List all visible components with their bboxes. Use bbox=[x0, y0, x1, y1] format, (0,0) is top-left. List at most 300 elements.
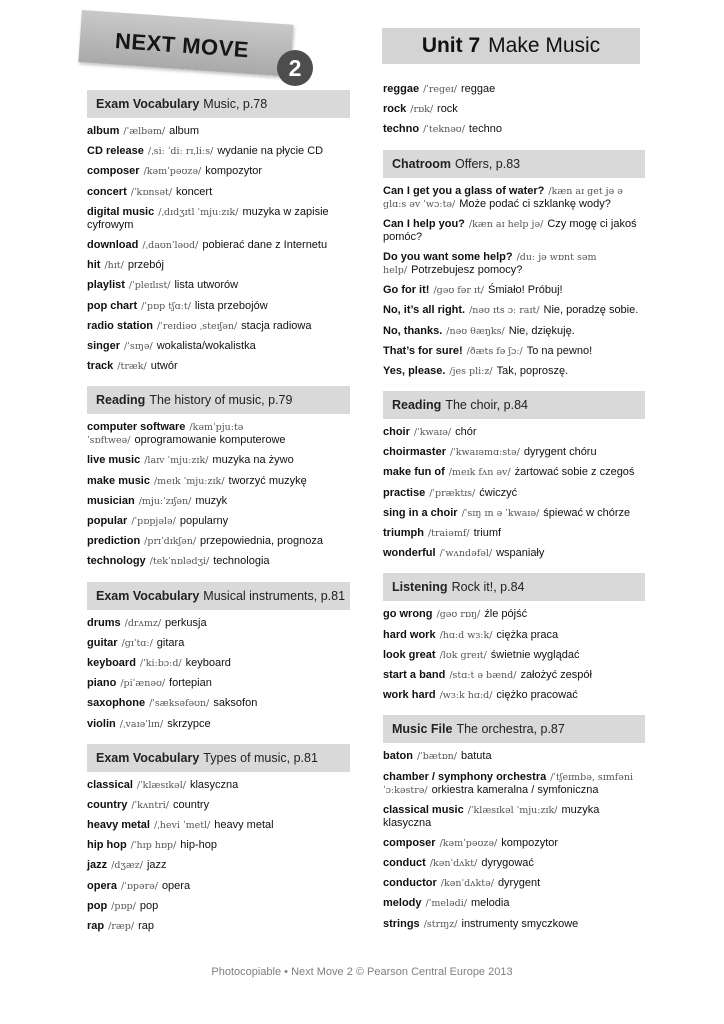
section-header-bold: Listening bbox=[392, 580, 448, 595]
vocab-word: Yes, please. bbox=[383, 364, 446, 377]
vocab-entry bbox=[383, 284, 645, 297]
vocab-word: CD release bbox=[87, 145, 144, 158]
vocab-word: musician bbox=[87, 494, 135, 507]
vocab-word: opera bbox=[87, 879, 117, 892]
vocab-translation: tworzyć muzykę bbox=[228, 474, 307, 487]
vocab-entry bbox=[383, 466, 645, 479]
vocab-entry bbox=[383, 771, 645, 797]
vocab-pronunciation: /ˈsæksəfəʊn/ bbox=[149, 698, 210, 710]
vocab-word: conductor bbox=[383, 877, 437, 890]
vocab-pronunciation: /meɪk fʌn əv/ bbox=[448, 467, 511, 479]
vocab-entry bbox=[383, 629, 645, 642]
vocab-word: violin bbox=[87, 717, 116, 730]
vocab-word: concert bbox=[87, 185, 127, 198]
vocab-pronunciation: /ˈmelədi/ bbox=[425, 898, 467, 910]
vocab-translation: stacja radiowa bbox=[241, 319, 312, 332]
vocab-entry bbox=[87, 165, 350, 178]
vocab-entry bbox=[383, 877, 645, 890]
vocab-translation: muzyk bbox=[195, 494, 228, 507]
section-header bbox=[87, 90, 350, 118]
vocab-pronunciation: /kənˈdʌkt/ bbox=[429, 858, 478, 870]
vocab-translation: keyboard bbox=[185, 656, 231, 669]
logo-text: NEXT MOVE bbox=[114, 28, 250, 63]
vocab-translation: melodia bbox=[470, 897, 510, 910]
vocab-translation: lista przebojów bbox=[194, 299, 268, 312]
vocab-pronunciation: /rɒk/ bbox=[410, 104, 434, 116]
entry-list bbox=[87, 772, 350, 947]
vocab-word: baton bbox=[383, 750, 413, 763]
vocab-pronunciation: /ˌdaʊnˈləʊd/ bbox=[142, 239, 199, 251]
section-header-title: Musical instruments, p.81 bbox=[203, 588, 346, 603]
vocab-pronunciation: /ˈɒpərə/ bbox=[120, 880, 158, 892]
vocab-entry bbox=[383, 103, 645, 116]
vocab-translation: pop bbox=[139, 899, 159, 912]
vocab-word: choir bbox=[383, 426, 410, 439]
vocab-entry bbox=[87, 920, 350, 933]
vocab-word: hard work bbox=[383, 628, 436, 641]
vocab-pronunciation: /kæn aɪ get jə ə glɑːs əv ˈwɔːtə/ bbox=[383, 185, 623, 210]
vocab-translation: kompozytor bbox=[205, 165, 263, 178]
vocab-word: playlist bbox=[87, 279, 125, 292]
vocab-translation: dyrygent chóru bbox=[523, 446, 597, 459]
vocab-entry bbox=[87, 206, 350, 232]
vocab-pronunciation: /pɒp/ bbox=[111, 900, 136, 912]
vocab-pronunciation: /tekˈnɒlədʒi/ bbox=[149, 556, 210, 568]
vocab-word: jazz bbox=[87, 859, 108, 872]
vocab-translation: dyrygować bbox=[481, 857, 534, 870]
vocab-word: download bbox=[87, 238, 139, 251]
vocab-pronunciation: /meɪk ˈmjuːzɪk/ bbox=[153, 475, 225, 487]
vocab-word: country bbox=[87, 798, 128, 811]
vocab-pronunciation: /nəʊ θæŋks/ bbox=[446, 325, 505, 337]
vocab-word: keyboard bbox=[87, 656, 136, 669]
vocab-word: track bbox=[87, 360, 114, 373]
section-header-title: The choir, p.84 bbox=[445, 398, 529, 413]
right-column bbox=[383, 80, 645, 944]
vocab-translation: batuta bbox=[461, 750, 492, 763]
vocab-translation: album bbox=[169, 125, 200, 137]
vocab-translation: skrzypce bbox=[167, 717, 211, 730]
vocab-word: No, thanks. bbox=[383, 324, 443, 337]
vocab-entry bbox=[87, 697, 350, 710]
vocab-entry bbox=[383, 750, 645, 763]
vocab-translation: pobierać dane z Internetu bbox=[202, 238, 328, 251]
vocab-entry bbox=[87, 839, 350, 852]
vocab-word: Do you want some help? bbox=[383, 250, 513, 263]
vocab-word: classical bbox=[87, 778, 133, 791]
vocab-entry bbox=[87, 259, 350, 272]
vocab-entry bbox=[87, 300, 350, 313]
vocab-translation: świetnie wyglądać bbox=[490, 648, 580, 661]
vocab-translation: klasyczna bbox=[189, 778, 239, 791]
vocab-translation: oprogramowanie komputerowe bbox=[134, 434, 286, 447]
unit-number: Unit 7 bbox=[421, 34, 481, 57]
vocab-translation: śpiewać w chórze bbox=[543, 506, 631, 519]
vocab-translation: triumf bbox=[473, 527, 502, 539]
vocab-translation: opera bbox=[161, 879, 191, 892]
section-header-bold: Exam Vocabulary bbox=[96, 750, 200, 765]
vocab-translation: saksofon bbox=[213, 697, 258, 710]
vocab-pronunciation: /ˈsɪŋə/ bbox=[124, 340, 153, 352]
vocab-entry bbox=[87, 637, 350, 650]
vocab-pronunciation: /ˈælbəm/ bbox=[123, 126, 166, 137]
vocab-word: pop bbox=[87, 899, 108, 912]
section-header bbox=[87, 744, 350, 772]
vocab-translation: Może podać ci szklankę wody? bbox=[459, 197, 611, 210]
vocab-entry bbox=[87, 799, 350, 812]
vocab-entry bbox=[383, 426, 645, 439]
vocab-entry bbox=[87, 320, 350, 333]
entry-list bbox=[383, 743, 645, 944]
vocab-section bbox=[87, 744, 350, 947]
left-column bbox=[87, 90, 350, 946]
vocab-translation: To na pewno! bbox=[526, 344, 593, 357]
vocab-pronunciation: /ˈwʌndəfəl/ bbox=[439, 548, 493, 560]
vocab-pronunciation: /ˈkiːbɔːd/ bbox=[139, 657, 182, 669]
vocab-translation: żartować sobie z czegoś bbox=[514, 466, 635, 479]
vocab-word: chamber / symphony orchestra bbox=[383, 770, 547, 783]
vocab-pronunciation: /ˌdɪdʒɪtl ˈmjuːzɪk/ bbox=[158, 206, 239, 218]
vocab-translation: muzyka w zapisie cyfrowym bbox=[87, 205, 329, 231]
section-header-bold: Reading bbox=[96, 393, 146, 408]
section-header bbox=[383, 391, 645, 419]
vocab-entry bbox=[87, 555, 350, 568]
vocab-translation: Nie, dziękuję. bbox=[508, 324, 575, 337]
vocab-translation: Potrzebujesz pomocy? bbox=[411, 263, 523, 276]
vocab-entry bbox=[383, 345, 645, 358]
vocab-pronunciation: /ˈtʃeɪmbə, sɪmfəni ˈɔːkəstrə/ bbox=[383, 771, 634, 796]
vocab-entry bbox=[87, 239, 350, 252]
vocab-word: drums bbox=[87, 616, 121, 629]
vocab-pronunciation: /ˈkwaɪə/ bbox=[413, 427, 452, 439]
vocab-entry bbox=[383, 918, 645, 931]
vocab-entry bbox=[87, 677, 350, 690]
vocab-pronunciation: /ˈteknəʊ/ bbox=[423, 124, 465, 136]
vocab-translation: wydanie na płycie CD bbox=[217, 145, 324, 158]
vocab-translation: ciężka praca bbox=[496, 628, 559, 641]
vocab-pronunciation: /strɪŋz/ bbox=[423, 918, 458, 930]
vocab-entry bbox=[383, 857, 645, 870]
vocab-pronunciation: /kəmˈpəʊzə/ bbox=[143, 166, 202, 178]
vocab-entry bbox=[383, 487, 645, 500]
vocab-pronunciation: /ˈpɒpjələ/ bbox=[131, 516, 176, 527]
section-header bbox=[383, 150, 645, 178]
vocab-translation: hip-hop bbox=[180, 839, 217, 852]
vocab-translation: dyrygent bbox=[497, 877, 541, 890]
vocab-pronunciation: /ˈklæsɪkəl/ bbox=[136, 779, 186, 791]
vocab-word: practise bbox=[383, 486, 426, 499]
vocab-word: sing in a choir bbox=[383, 506, 458, 519]
vocab-entry bbox=[383, 123, 645, 136]
vocab-pronunciation: /ræp/ bbox=[108, 921, 135, 932]
vocab-pronunciation: /drʌmz/ bbox=[124, 617, 162, 629]
vocab-entry bbox=[87, 360, 350, 373]
vocab-word: radio station bbox=[87, 319, 154, 332]
vocab-pronunciation: /ˈhɪp hɒp/ bbox=[130, 840, 177, 852]
vocab-translation: źle pójść bbox=[484, 608, 528, 621]
section-header-title: Rock it!, p.84 bbox=[451, 580, 525, 595]
vocab-pronunciation: /ˈkʌntri/ bbox=[131, 799, 169, 811]
vocab-pronunciation: /gəʊ fər ɪt/ bbox=[433, 285, 485, 297]
entry-list bbox=[87, 414, 350, 581]
vocab-pronunciation: /lʊk greɪt/ bbox=[439, 649, 487, 661]
vocab-section bbox=[87, 582, 350, 744]
vocab-word: make music bbox=[87, 474, 150, 487]
vocab-translation: popularny bbox=[179, 515, 229, 527]
vocab-pronunciation: /dʒæz/ bbox=[111, 860, 143, 872]
vocab-pronunciation: /ðæts fə ʃɔː/ bbox=[466, 345, 523, 357]
vocab-pronunciation: /nəʊ ɪts ɔː raɪt/ bbox=[469, 305, 540, 317]
vocab-pronunciation: /ˈkwaɪəmɑːstə/ bbox=[449, 447, 520, 459]
vocab-translation: country bbox=[173, 798, 210, 811]
vocab-word: saxophone bbox=[87, 697, 146, 710]
vocab-entry bbox=[87, 617, 350, 630]
entry-list bbox=[87, 610, 350, 744]
vocab-translation: muzyka na żywo bbox=[212, 454, 294, 467]
vocab-word: reggae bbox=[383, 83, 420, 95]
vocab-translation: przebój bbox=[127, 259, 164, 272]
vocab-entry bbox=[87, 279, 350, 292]
entry-list bbox=[383, 80, 645, 150]
vocab-word: melody bbox=[383, 897, 422, 910]
vocab-pronunciation: /ˌhevi ˈmetl/ bbox=[153, 820, 211, 832]
vocab-word: wonderful bbox=[383, 547, 436, 560]
unit-title: Make Music bbox=[488, 34, 601, 57]
vocab-word: Can I get you a glass of water? bbox=[383, 184, 545, 197]
vocab-pronunciation: /mjuːˈzɪʃən/ bbox=[138, 495, 192, 507]
vocab-pronunciation: /stɑːt ə bænd/ bbox=[449, 669, 517, 681]
section-header-title: Music, p.78 bbox=[203, 97, 268, 111]
vocab-pronunciation: /hɑːd wɜːk/ bbox=[439, 629, 493, 641]
vocab-pronunciation: /ˈsɪŋ ɪn ə ˈkwaɪə/ bbox=[461, 507, 540, 519]
vocab-entry bbox=[383, 218, 645, 244]
section-header-bold: Chatroom bbox=[392, 156, 452, 171]
vocab-entry bbox=[87, 340, 350, 353]
vocab-word: classical music bbox=[383, 803, 464, 816]
vocab-entry bbox=[383, 365, 645, 378]
vocab-entry bbox=[383, 837, 645, 850]
vocab-entry bbox=[87, 475, 350, 488]
vocab-section bbox=[87, 386, 350, 581]
entry-list bbox=[383, 601, 645, 715]
vocab-entry bbox=[87, 186, 350, 199]
vocab-pronunciation: /ˈpɒp tʃɑːt/ bbox=[141, 300, 191, 312]
vocab-word: look great bbox=[383, 648, 436, 661]
vocab-pronunciation: /ˈkɒnsət/ bbox=[130, 186, 173, 198]
vocab-entry bbox=[87, 495, 350, 508]
vocab-pronunciation: /prɪˈdɪkʃən/ bbox=[144, 536, 197, 548]
vocab-translation: ciężko pracować bbox=[496, 689, 578, 702]
vocab-entry bbox=[87, 657, 350, 670]
vocab-word: piano bbox=[87, 677, 117, 690]
vocab-translation: rap bbox=[138, 920, 154, 932]
section-header bbox=[383, 715, 645, 743]
vocab-translation: orkiestra kameralna / symfoniczna bbox=[431, 783, 599, 796]
vocab-translation: heavy metal bbox=[214, 819, 274, 832]
vocab-word: rap bbox=[87, 920, 105, 932]
section-header bbox=[87, 386, 350, 414]
vocab-translation: przepowiednia, prognoza bbox=[200, 535, 323, 548]
vocab-entry bbox=[383, 608, 645, 621]
entry-list bbox=[87, 118, 350, 386]
vocab-word: techno bbox=[383, 123, 420, 136]
vocab-entry bbox=[383, 669, 645, 682]
section-header bbox=[383, 573, 645, 601]
vocab-word: computer software bbox=[87, 421, 186, 434]
vocab-translation: fortepian bbox=[169, 677, 212, 690]
vocab-word: start a band bbox=[383, 668, 446, 681]
vocab-entry bbox=[383, 446, 645, 459]
vocab-entry bbox=[87, 880, 350, 893]
vocab-pronunciation: /laɪv ˈmjuːzɪk/ bbox=[144, 455, 209, 467]
vocab-translation: wspaniały bbox=[496, 547, 545, 560]
footer-copyright: Photocopiable • Next Move 2 © Pearson Central Europe 2013 bbox=[211, 966, 513, 978]
vocab-pronunciation: /ˈbætɒn/ bbox=[416, 751, 457, 763]
vocab-pronunciation: /kənˈdʌktə/ bbox=[440, 878, 494, 890]
vocab-translation: założyć zespół bbox=[520, 668, 592, 681]
vocab-word: guitar bbox=[87, 636, 118, 649]
vocab-translation: jazz bbox=[146, 859, 167, 872]
vocab-pronunciation: /ˈpræktɪs/ bbox=[429, 487, 476, 499]
vocab-pronunciation: /ˈreɪdiəʊ ˌsteɪʃən/ bbox=[157, 320, 238, 332]
vocab-pronunciation: /ˈpleɪlɪst/ bbox=[128, 280, 171, 292]
section-header-title: The history of music, p.79 bbox=[149, 393, 293, 408]
vocab-translation: Czy mogę ci jakoś pomóc? bbox=[383, 217, 637, 243]
vocab-translation: instrumenty smyczkowe bbox=[461, 917, 579, 930]
vocab-word: go wrong bbox=[383, 608, 433, 621]
vocab-word: hip hop bbox=[87, 839, 127, 852]
vocab-entry bbox=[383, 507, 645, 520]
entry-list bbox=[383, 419, 645, 573]
vocab-translation: techno bbox=[468, 123, 502, 136]
vocab-word: conduct bbox=[383, 857, 426, 870]
vocab-section bbox=[87, 90, 350, 386]
vocab-entry bbox=[87, 859, 350, 872]
vocab-word: prediction bbox=[87, 535, 141, 548]
vocab-entry bbox=[383, 185, 645, 211]
vocab-pronunciation: /kæn aɪ help jə/ bbox=[468, 218, 544, 230]
vocab-entry bbox=[87, 145, 350, 158]
vocab-word: triumph bbox=[383, 527, 424, 539]
vocab-pronunciation: /kəmˈpjuːtə ˈsɒftweə/ bbox=[87, 422, 244, 447]
vocab-pronunciation: /wɜːk hɑːd/ bbox=[439, 690, 493, 702]
vocab-word: hit bbox=[87, 259, 101, 272]
vocab-pronunciation: /gɪˈtɑː/ bbox=[121, 637, 153, 649]
vocab-entry bbox=[87, 125, 350, 138]
vocab-entry bbox=[87, 535, 350, 548]
vocab-translation: ćwiczyć bbox=[479, 486, 518, 499]
vocab-translation: kompozytor bbox=[501, 836, 559, 849]
vocab-entry bbox=[383, 897, 645, 910]
section-header-bold: Reading bbox=[392, 398, 442, 413]
vocab-word: singer bbox=[87, 339, 121, 352]
vocab-entry bbox=[383, 527, 645, 540]
vocab-word: popular bbox=[87, 515, 128, 527]
vocab-translation: rock bbox=[437, 103, 458, 116]
vocab-entry bbox=[87, 900, 350, 913]
vocab-pronunciation: /traiəmf/ bbox=[427, 528, 470, 539]
vocab-word: pop chart bbox=[87, 299, 138, 312]
vocab-entry bbox=[87, 454, 350, 467]
vocab-word: digital music bbox=[87, 205, 155, 218]
vocab-pronunciation: /kəmˈpəʊzə/ bbox=[439, 837, 498, 849]
vocab-word: Go for it! bbox=[383, 284, 430, 297]
unit-banner bbox=[382, 28, 640, 64]
vocab-word: composer bbox=[383, 836, 436, 849]
vocab-entry bbox=[383, 251, 645, 277]
vocab-entry bbox=[383, 83, 645, 96]
vocab-pronunciation: /ˌsiː ˈdiː rɪˌliːs/ bbox=[147, 146, 214, 158]
vocab-entry bbox=[383, 649, 645, 662]
vocab-section bbox=[383, 150, 645, 392]
vocab-section bbox=[383, 391, 645, 573]
section-header-bold: Exam Vocabulary bbox=[96, 97, 200, 111]
vocab-entry bbox=[383, 804, 645, 830]
entry-list bbox=[383, 178, 645, 392]
vocab-entry bbox=[87, 779, 350, 792]
vocab-word: rock bbox=[383, 103, 407, 116]
vocab-word: make fun of bbox=[383, 466, 445, 479]
vocab-translation: muzyka klasyczna bbox=[383, 803, 600, 829]
vocab-entry bbox=[87, 718, 350, 731]
section-header-title: Types of music, p.81 bbox=[203, 750, 318, 765]
vocab-section bbox=[383, 573, 645, 715]
vocab-translation: gitara bbox=[156, 636, 185, 649]
vocab-translation: Śmiało! Próbuj! bbox=[488, 284, 563, 297]
vocab-translation: wokalista/wokalistka bbox=[156, 339, 256, 352]
vocab-translation: utwór bbox=[150, 360, 178, 373]
vocab-word: work hard bbox=[383, 689, 436, 702]
vocab-entry bbox=[87, 421, 350, 447]
vocab-translation: technologia bbox=[213, 555, 270, 568]
vocab-pronunciation: /hɪt/ bbox=[104, 260, 124, 272]
vocab-translation: Nie, poradzę sobie. bbox=[543, 304, 639, 317]
vocab-entry bbox=[383, 547, 645, 560]
vocab-pronunciation: /ˌvaɪəˈlɪn/ bbox=[119, 718, 164, 730]
vocab-word: live music bbox=[87, 454, 141, 467]
section-header-title: Offers, p.83 bbox=[455, 156, 521, 171]
section-header-title: The orchestra, p.87 bbox=[456, 722, 565, 737]
vocab-translation: reggae bbox=[461, 83, 496, 95]
vocab-pronunciation: /duː jə wɒnt səm help/ bbox=[383, 251, 597, 276]
vocab-translation: chór bbox=[455, 426, 477, 439]
vocab-word: technology bbox=[87, 555, 146, 568]
vocab-pronunciation: /jes pliːz/ bbox=[449, 365, 493, 377]
vocab-pronunciation: /piˈænəʊ/ bbox=[120, 678, 166, 690]
section-header bbox=[87, 582, 350, 610]
section-header-bold: Music File bbox=[392, 722, 453, 737]
vocab-translation: lista utworów bbox=[174, 279, 239, 292]
vocab-entry bbox=[383, 325, 645, 338]
logo-number-badge: 2 bbox=[277, 50, 313, 86]
vocab-translation: Tak, poproszę. bbox=[496, 364, 569, 377]
vocab-translation: koncert bbox=[176, 185, 213, 198]
vocab-pronunciation: /gəʊ rɒŋ/ bbox=[436, 609, 481, 621]
vocab-pronunciation: /ˈklæsɪkəl ˈmjuːzɪk/ bbox=[467, 804, 558, 816]
vocab-section bbox=[383, 715, 645, 944]
vocab-entry bbox=[383, 689, 645, 702]
vocab-word: choirmaster bbox=[383, 446, 446, 459]
vocab-word: Can I help you? bbox=[383, 217, 465, 230]
vocab-word: No, it’s all right. bbox=[383, 304, 466, 317]
vocab-word: That’s for sure! bbox=[383, 344, 463, 357]
vocab-entry bbox=[87, 819, 350, 832]
vocab-pronunciation: /træk/ bbox=[117, 361, 147, 373]
vocab-entry bbox=[383, 304, 645, 317]
vocab-entry bbox=[87, 515, 350, 528]
vocab-word: composer bbox=[87, 165, 140, 178]
vocab-pronunciation: /ˈregeɪ/ bbox=[423, 84, 457, 95]
